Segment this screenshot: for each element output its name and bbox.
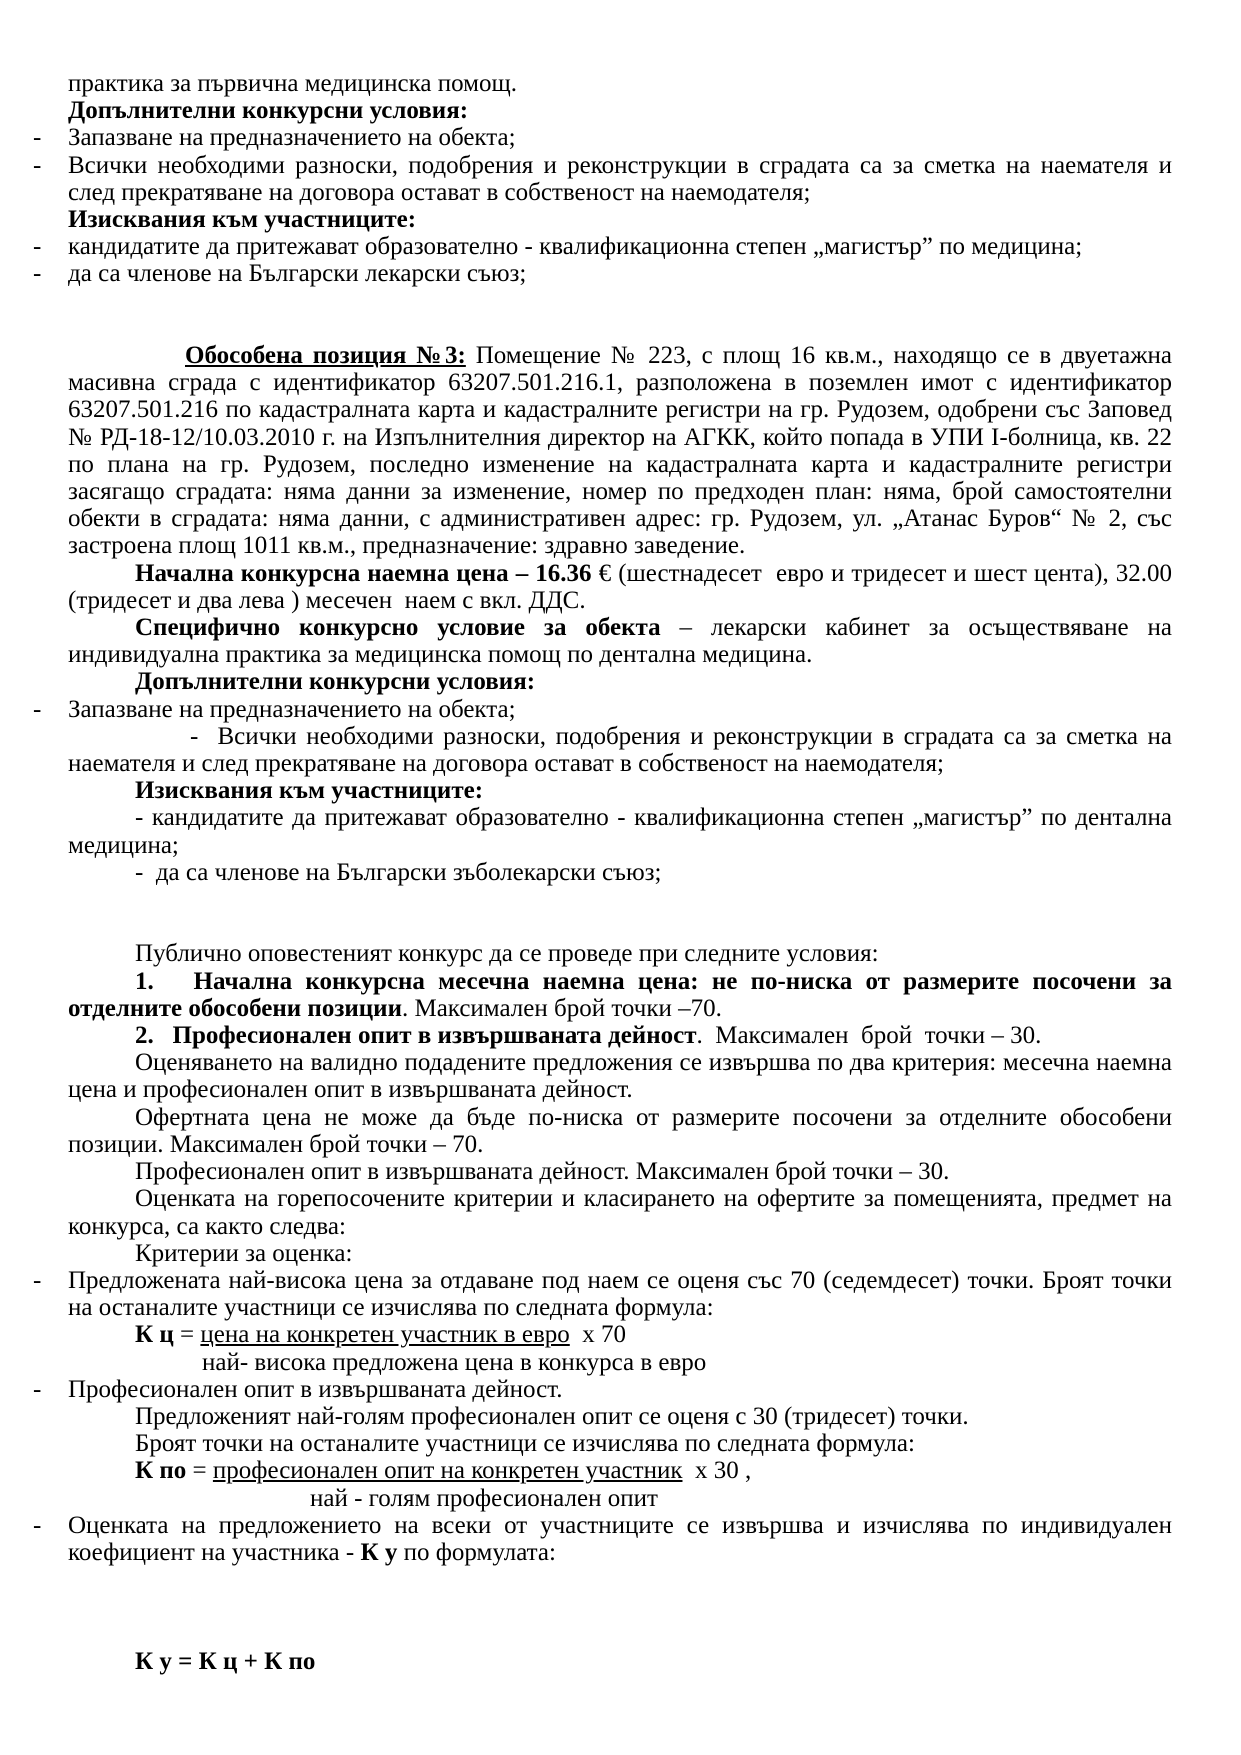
- text-run: – лекарски кабинет за осъществяване на индивидуална практика за медицинска помощ по дентална медицина.: [68, 614, 1172, 669]
- text-run: 2. Професионален опит в извършваната дейност: [135, 1022, 697, 1050]
- bullet-paragraph: [33, 695, 1172, 723]
- text-run: по формулата:: [397, 1538, 556, 1566]
- text-run: Начална конкурсна наемна цена – 16.36: [135, 559, 592, 587]
- text-run: Всички необходими разноски, подобрения и реконструкции в сградата са за сметка на наемателя и след прекратяване на договора остават в собственост на наемодателя;: [68, 151, 1172, 206]
- text-run: =: [186, 1457, 213, 1485]
- paragraph: [68, 1349, 1172, 1376]
- bullet-paragraph: [33, 124, 1172, 152]
- text-run: Оценката на предложението на всеки от участниците се извършва и изчислява по индивидуален коефициент на участника -: [68, 1511, 1172, 1566]
- paragraph: [68, 804, 1172, 858]
- paragraph: [68, 70, 1172, 97]
- paragraph: [68, 1104, 1172, 1158]
- paragraph: [68, 1485, 1172, 1512]
- text-run: Предложената най-висока цена за отдаване под наем се оценя със 70 (седемдесет) точки. Броят точки на останалите участници се изчислява по следната формула:: [68, 1266, 1172, 1322]
- paragraph: [68, 342, 1172, 560]
- blank-lines: [68, 288, 1172, 342]
- paragraph: [68, 1403, 1172, 1430]
- text-run: . Максимален брой точки – 30.: [696, 1022, 1042, 1050]
- text-run: Публично оповестеният конкурс да се проведе при следните условия:: [135, 940, 879, 968]
- bullet-paragraph: [33, 233, 1172, 261]
- paragraph: [68, 940, 1172, 967]
- text-run: практика за първична медицинска помощ.: [68, 70, 517, 97]
- text-run: Професионален опит в извършваната дейност.: [68, 1375, 563, 1403]
- paragraph: [68, 614, 1172, 668]
- text-run: х 30 ,: [682, 1457, 752, 1485]
- text-run: Оценяването на валидно подадените предложения се извършва по два критерия: месечна наемна цена и професионален опит в извършваната дейност.: [68, 1049, 1172, 1104]
- text-run: цена на конкретен участник в евро: [200, 1321, 570, 1349]
- text-run: най- висока предложена цена в конкурса в евро: [202, 1348, 707, 1376]
- text-run: =: [173, 1321, 201, 1349]
- text-run: К у: [360, 1538, 398, 1566]
- text-run: Специфично конкурсно условие за обекта: [135, 614, 661, 642]
- text-run: 1. Начална конкурсна месечна наемна цена: не по-ниска от размерите посочени за отделните обособени позиции: [68, 967, 1172, 1022]
- paragraph: [68, 97, 1172, 124]
- bullet-dash: -: [33, 151, 42, 179]
- text-run: К у = К ц + К по: [135, 1647, 316, 1675]
- paragraph: [68, 1158, 1172, 1185]
- paragraph: [68, 1457, 1172, 1484]
- text-run: Критерии за оценка:: [135, 1239, 353, 1267]
- paragraph: [68, 1430, 1172, 1457]
- paragraph: [68, 1648, 1172, 1675]
- text-run: Оценката на горепосочените критерии и класирането на офертите за помещенията, предмет на конкурса, са както следва:: [68, 1185, 1172, 1240]
- bullet-dash: -: [33, 1511, 42, 1539]
- text-run: Изисквания към участниците:: [135, 777, 484, 805]
- text-run: - кандидатите да притежават образователно - квалификационна степен „магистър” по дентална медицина;: [68, 804, 1172, 859]
- text-run: Офертната цена не може да бъде по-ниска от размерите посочени за отделните обособени позиции. Максимален брой точки – 70.: [68, 1103, 1172, 1158]
- text-run: Обособена позиция №3:: [185, 342, 466, 370]
- bullet-paragraph: [33, 1266, 1172, 1322]
- text-run: професионален опит на конкретен участник: [212, 1457, 683, 1485]
- text-run: кандидатите да притежават образователно - квалификационна степен „магистър” по медицина;: [68, 233, 1083, 261]
- bullet-paragraph: [33, 260, 1172, 288]
- bullet-paragraph: [33, 1375, 1172, 1403]
- paragraph: [68, 859, 1172, 886]
- text-run: Професионален опит в извършваната дейност. Максимален брой точки – 30.: [135, 1158, 950, 1186]
- text-run: Допълнителни конкурсни условия:: [135, 668, 536, 696]
- bullet-dash: -: [33, 1266, 42, 1294]
- bullet-paragraph: [33, 1511, 1172, 1566]
- bullet-paragraph: [33, 151, 1172, 206]
- text-run: х 70: [569, 1321, 627, 1349]
- blank-lines: [68, 886, 1172, 940]
- text-run: - Всички необходими разноски, подобрения и реконструкции в сградата са за сметка на наемателя и след прекратяване на договора остават в собственост на наемодателя;: [68, 722, 1172, 778]
- paragraph: [68, 560, 1172, 614]
- paragraph: [68, 1321, 1172, 1348]
- paragraph: [68, 1049, 1172, 1103]
- paragraph: [68, 777, 1172, 804]
- text-run: - да са членове на Български зъболекарски съюз;: [135, 858, 662, 886]
- text-run: К ц: [135, 1321, 174, 1349]
- paragraph: [68, 723, 1172, 777]
- paragraph: [68, 668, 1172, 695]
- bullet-dash: -: [33, 124, 42, 152]
- text-run: К по: [135, 1457, 187, 1485]
- bullet-dash: -: [33, 1375, 42, 1403]
- blank-lines: [68, 1566, 1172, 1648]
- text-run: € (шестнадесет евро и тридесет и шест цента), 32.00 (тридесет и два лева ) месечен наем с вкл. ДДС.: [68, 559, 1173, 614]
- text-run: Предложеният най-голям професионален опит се оценя с 30 (тридесет) точки.: [135, 1402, 969, 1430]
- bullet-dash: -: [33, 695, 42, 723]
- text-run: Допълнителни конкурсни условия:: [68, 97, 469, 125]
- text-run: Запазване на предназначението на обекта;: [68, 124, 516, 152]
- text-run: Изисквания към участниците:: [68, 206, 417, 234]
- text-run: . Максимален брой точки –70.: [401, 994, 722, 1022]
- paragraph: [68, 206, 1172, 233]
- text-run: Помещение № 223, с площ 16 кв.м., находящо се в двуетажна масивна сграда с идентификатор 63207.501.216.1, разположена в поземлен имот с идентификатор 63207.501.216 по кадастралната карта и кадастралните регистри на гр. Рудозем, одобрени със Заповед № РД-18-12/10.03.2010 г. на Изпълнителния директор на АГКК, който попада в УПИ I-болница, кв. 22 по плана на гр. Рудозем, последно изменение на кадастралната карта и кадастралните регистри засягащо сградата: няма данни за изменение, номер по предходен план: няма, брой самостоятелни обекти в сградата: няма данни, с административен адрес: гр. Рудозем, ул. „Атанас Буров“ № 2, със застроена площ 1011 кв.м., предназначение: здравно заведение.: [68, 342, 1172, 560]
- text-run: Запазване на предназначението на обекта;: [68, 695, 516, 723]
- bullet-dash: -: [33, 233, 42, 261]
- paragraph: [68, 1240, 1172, 1267]
- paragraph: [68, 1022, 1172, 1049]
- paragraph: [68, 968, 1172, 1022]
- text-run: Броят точки на останалите участници се изчислява по следната формула:: [135, 1430, 915, 1458]
- bullet-dash: -: [33, 260, 42, 288]
- paragraph: [68, 1185, 1172, 1239]
- text-run: най - голям професионален опит: [310, 1484, 658, 1512]
- text-run: да са членове на Български лекарски съюз;: [68, 260, 527, 288]
